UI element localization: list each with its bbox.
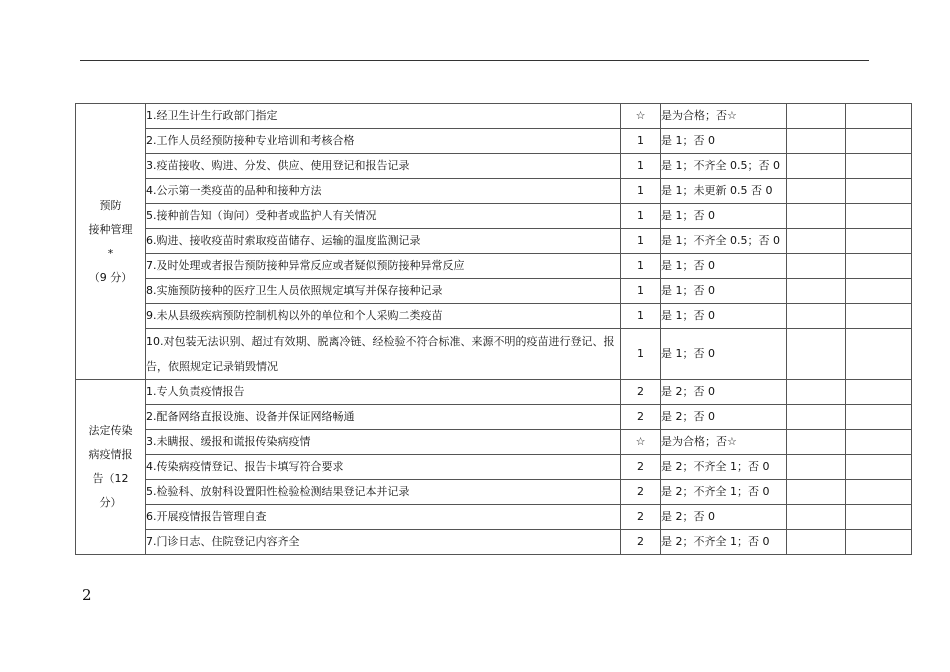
self-check-cell[interactable]: [787, 329, 846, 380]
result-cell[interactable]: [846, 530, 912, 555]
item-cell: 10.对包装无法识别、超过有效期、脱离冷链、经检验不符合标准、来源不明的疫苗进行登记、报告，依照规定记录销毁情况: [146, 329, 621, 380]
result-cell[interactable]: [846, 505, 912, 530]
item-cell: 1.专人负责疫情报告: [146, 380, 621, 405]
item-cell: 5.接种前告知（询问）受种者或监护人有关情况: [146, 204, 621, 229]
score-cell: ☆: [621, 104, 661, 129]
item-cell: 5.检验科、放射科设置阳性检验检测结果登记本并记录: [146, 480, 621, 505]
table-row: [76, 154, 912, 179]
score-cell: 1: [621, 129, 661, 154]
criterion-cell: 是 1；否 0: [661, 279, 787, 304]
self-check-cell[interactable]: [787, 129, 846, 154]
self-check-cell[interactable]: [787, 279, 846, 304]
page-number: 2: [82, 586, 92, 604]
result-cell[interactable]: [846, 254, 912, 279]
table-row: [76, 405, 912, 430]
result-cell[interactable]: [846, 129, 912, 154]
table-row: [76, 455, 912, 480]
table-row: [76, 530, 912, 555]
score-cell: 1: [621, 304, 661, 329]
table-row: [76, 129, 912, 154]
item-cell: 6.购进、接收疫苗时索取疫苗储存、运输的温度监测记录: [146, 229, 621, 254]
result-cell[interactable]: [846, 380, 912, 405]
criterion-cell: 是为合格；否☆: [661, 104, 787, 129]
criterion-cell: 是 2；不齐全 1；否 0: [661, 455, 787, 480]
criterion-cell: 是 1；不齐全 0.5；否 0: [661, 154, 787, 179]
self-check-cell[interactable]: [787, 405, 846, 430]
table-row: [76, 204, 912, 229]
result-cell[interactable]: [846, 104, 912, 129]
criterion-cell: 是为合格；否☆: [661, 430, 787, 455]
criterion-cell: 是 1；不齐全 0.5；否 0: [661, 229, 787, 254]
result-cell[interactable]: [846, 329, 912, 380]
self-check-cell[interactable]: [787, 204, 846, 229]
table-row: [76, 254, 912, 279]
result-cell[interactable]: [846, 279, 912, 304]
score-cell: 1: [621, 229, 661, 254]
result-cell[interactable]: [846, 455, 912, 480]
score-cell: ☆: [621, 430, 661, 455]
score-cell: 2: [621, 380, 661, 405]
self-check-cell[interactable]: [787, 104, 846, 129]
score-cell: 2: [621, 480, 661, 505]
result-cell[interactable]: [846, 480, 912, 505]
item-cell: 2.工作人员经预防接种专业培训和考核合格: [146, 129, 621, 154]
table-row: [76, 179, 912, 204]
criterion-cell: 是 1；否 0: [661, 254, 787, 279]
criterion-cell: 是 1；否 0: [661, 329, 787, 380]
result-cell[interactable]: [846, 179, 912, 204]
criterion-cell: 是 1；否 0: [661, 304, 787, 329]
score-cell: 1: [621, 254, 661, 279]
score-cell: 1: [621, 179, 661, 204]
self-check-cell[interactable]: [787, 480, 846, 505]
item-cell: 7.及时处理或者报告预防接种异常反应或者疑似预防接种异常反应: [146, 254, 621, 279]
table-row: [76, 480, 912, 505]
criterion-cell: 是 1；未更新 0.5 否 0: [661, 179, 787, 204]
result-cell[interactable]: [846, 229, 912, 254]
score-cell: 2: [621, 505, 661, 530]
table-row: [76, 304, 912, 329]
score-cell: 2: [621, 455, 661, 480]
item-cell: 3.疫苗接收、购进、分发、供应、使用登记和报告记录: [146, 154, 621, 179]
item-cell: 6.开展疫情报告管理自查: [146, 505, 621, 530]
self-check-cell[interactable]: [787, 505, 846, 530]
table-row: [76, 430, 912, 455]
score-cell: 2: [621, 405, 661, 430]
table-row: [76, 104, 912, 129]
self-check-cell[interactable]: [787, 455, 846, 480]
category-cell: 预防 接种管理 * （9 分）: [76, 104, 146, 380]
item-cell: 2.配备网络直报设施、设备并保证网络畅通: [146, 405, 621, 430]
result-cell[interactable]: [846, 154, 912, 179]
inspection-table: [75, 103, 912, 555]
result-cell[interactable]: [846, 204, 912, 229]
item-cell: 3.未瞒报、缓报和谎报传染病疫情: [146, 430, 621, 455]
table-row: [76, 329, 912, 380]
item-cell: 7.门诊日志、住院登记内容齐全: [146, 530, 621, 555]
score-cell: 1: [621, 329, 661, 380]
result-cell[interactable]: [846, 430, 912, 455]
criterion-cell: 是 2；否 0: [661, 505, 787, 530]
table-row: [76, 505, 912, 530]
criterion-cell: 是 2；不齐全 1；否 0: [661, 480, 787, 505]
item-cell: 9.未从县级疾病预防控制机构以外的单位和个人采购二类疫苗: [146, 304, 621, 329]
self-check-cell[interactable]: [787, 179, 846, 204]
result-cell[interactable]: [846, 304, 912, 329]
criterion-cell: 是 2；不齐全 1；否 0: [661, 530, 787, 555]
score-cell: 1: [621, 279, 661, 304]
table-row: [76, 229, 912, 254]
item-cell: 4.传染病疫情登记、报告卡填写符合要求: [146, 455, 621, 480]
self-check-cell[interactable]: [787, 229, 846, 254]
self-check-cell[interactable]: [787, 530, 846, 555]
category-cell: 法定传染 病疫情报 告（12 分）: [76, 380, 146, 555]
criterion-cell: 是 2；否 0: [661, 405, 787, 430]
item-cell: 1.经卫生计生行政部门指定: [146, 104, 621, 129]
self-check-cell[interactable]: [787, 304, 846, 329]
criterion-cell: 是 2；否 0: [661, 380, 787, 405]
score-cell: 1: [621, 204, 661, 229]
self-check-cell[interactable]: [787, 254, 846, 279]
criterion-cell: 是 1；否 0: [661, 204, 787, 229]
score-cell: 1: [621, 154, 661, 179]
self-check-cell[interactable]: [787, 430, 846, 455]
score-cell: 2: [621, 530, 661, 555]
table-row: [76, 279, 912, 304]
item-cell: 4.公示第一类疫苗的品种和接种方法: [146, 179, 621, 204]
header-rule: [80, 60, 869, 61]
table-row: [76, 380, 912, 405]
criterion-cell: 是 1；否 0: [661, 129, 787, 154]
item-cell: 8.实施预防接种的医疗卫生人员依照规定填写并保存接种记录: [146, 279, 621, 304]
result-cell[interactable]: [846, 405, 912, 430]
self-check-cell[interactable]: [787, 380, 846, 405]
self-check-cell[interactable]: [787, 154, 846, 179]
